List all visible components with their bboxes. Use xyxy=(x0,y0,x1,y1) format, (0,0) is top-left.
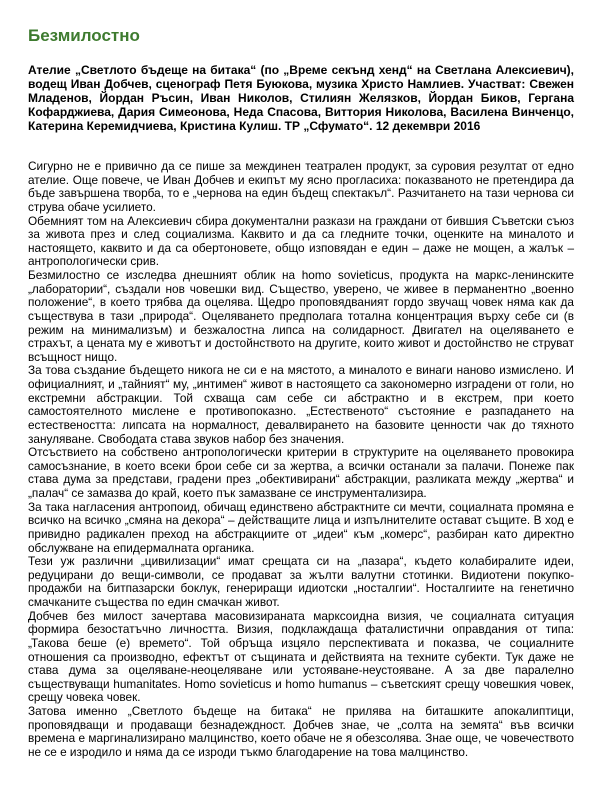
paragraph: Добчев без милост зачертава масовизираната марксоидна визия, че социалната ситуация формира безостатъчно личността. Визия, подклаждаща фаталистични оправдания от типа: „Такова беше (е) времето“. Той обръща изцяло перспективата и показва, че социалните отношения са производно, ефектът от същината и действията на техните субекти. Тук даже не става дума за оцеляване-неоцеляване или устояване-неустояване. А за две паралелно съществуващи humanitates. Homo sovieticus и homo humanus – съветският срещу човешкия човек, срещу човека човек. xyxy=(28,608,574,705)
paragraph: За така нагласения антропоид, обичащ единствено абстрактните си мечти, социалната промяна е всичко на всичко „смяна на декора“ – действащите лица и изпълнителите остават същите. В ход е привидно радикален преход на абстракциите от „идеи“ към „комерс“, разбиран като директно обслужване на епидермалната органика. xyxy=(28,499,574,555)
paragraph: Затова именно „Светлото бъдеще на битака“ не прилява на биташките апокалиптици, проповядващи и продаващи безнадеждност. Добчев знае, че „солта на земята“ във всички времена е маргинализирано малцинство, което обаче не я обезсолява. Знае още, че човечеството не се е изродило и няма да се изроди тъкмо благодарение на това малцинство. xyxy=(28,704,574,759)
paragraph: Сигурно не е привично да се пише за междинен театрален продукт, за суровия резултат от едно ателие. Още повече, че Иван Добчев и екипът му ясно прогласиха: показваното не претендира да бъде завършена творба, то е „чернова на един бъдещ спектакъл“. Разчитането на тази чернова си струва обаче усилието. xyxy=(28,159,574,214)
paragraph: Безмилостно се изследва днешният облик на homo sovieticus, продукта на маркс-ленинските „лаборатории“, създали нов човешки вид. Същество, уверено, че живее в перманентно „военно положение“, в което трябва да оцелява. Щедро проповядваният гордо звучащ човек няма как да съществува в тази „природа“. Оцеляването предполага тотална концентрация върху себе си (в режим на минимализъм) и безжалостна липса на солидарност. Двигател на оцеляването е страхът, а цената му е животът и достойнството на другите, които живот и достойнство не струват всъщност нищо. xyxy=(28,268,574,364)
article-title: Безмилостно xyxy=(28,26,140,45)
paragraph: Обемният том на Алексиевич сбира документални разкази на граждани от бившия Съветски съюз за живота през и след социализма. Каквито и да са гледните точки, оценките на миналото и настоящето, каквито и да са обертоновете, общо изповядан е един – даже не мощен, а жалък – антропологически срив. xyxy=(28,213,574,269)
paragraph: Тези уж различни „цивилизации“ имат срещата си на „пазара“, където колабиралите идеи, редуцирани до вещи-символи, се продават за жълти валутни стотинки. Видиотени покупко-продажби на битпазарски боклук, генериращи идиотски „носталгии“. Носталгиите на генетично смачканите същества по един смачкан живот. xyxy=(28,554,574,609)
production-credits: Ателие „Светлото бъдеще на битака“ (по „Време секънд хенд“ на Светлана Алексиевич), водещ Иван Добчев, сценограф Петя Буюкова, музика Христо Намлиев. Участват: Свежен Младенов, Йордан Ръсин, Иван Николов, Стилиян Желязков, Йордан Биков, Гергана Кофарджиева, Дария Симеонова, Неда Спасова, Виттория Николова, Василена Винченцо, Катерина Керемидчиева, Кристина Кулиш. ТР „Сфумато“. 12 декември 2016 xyxy=(28,63,574,133)
paragraph: За това създание бъдещето никога не си е на мястото, а миналото е винаги наново измислено. И официалният, и „тайният“ му, „интимен“ живот в настоящето са закономерно изградени от голи, но екстремни абстракции. Той схваща сам себе си абстрактно и в екстрем, при което самостоятелното мислене е противопоказно. „Естественото“ състояние е разпадането на естествеността: липсата на нормалност, девалвирането на базовите ценности чак до тяхното зануляване. Свободата става звуков набор без значения. xyxy=(28,363,574,446)
paragraph: Отсъствието на собствено антропологически критерии в структурите на оцеляването провокира самосъзнание, в което всеки брои себе си за жертва, а всички останали за палачи. Понеже пак става дума за представи, градени през „обективирани“ абстракции, разликата между „жертва“ и „палач“ се замазва до край, което пък замазване се инструментализира. xyxy=(28,445,574,500)
article-body xyxy=(28,160,574,760)
